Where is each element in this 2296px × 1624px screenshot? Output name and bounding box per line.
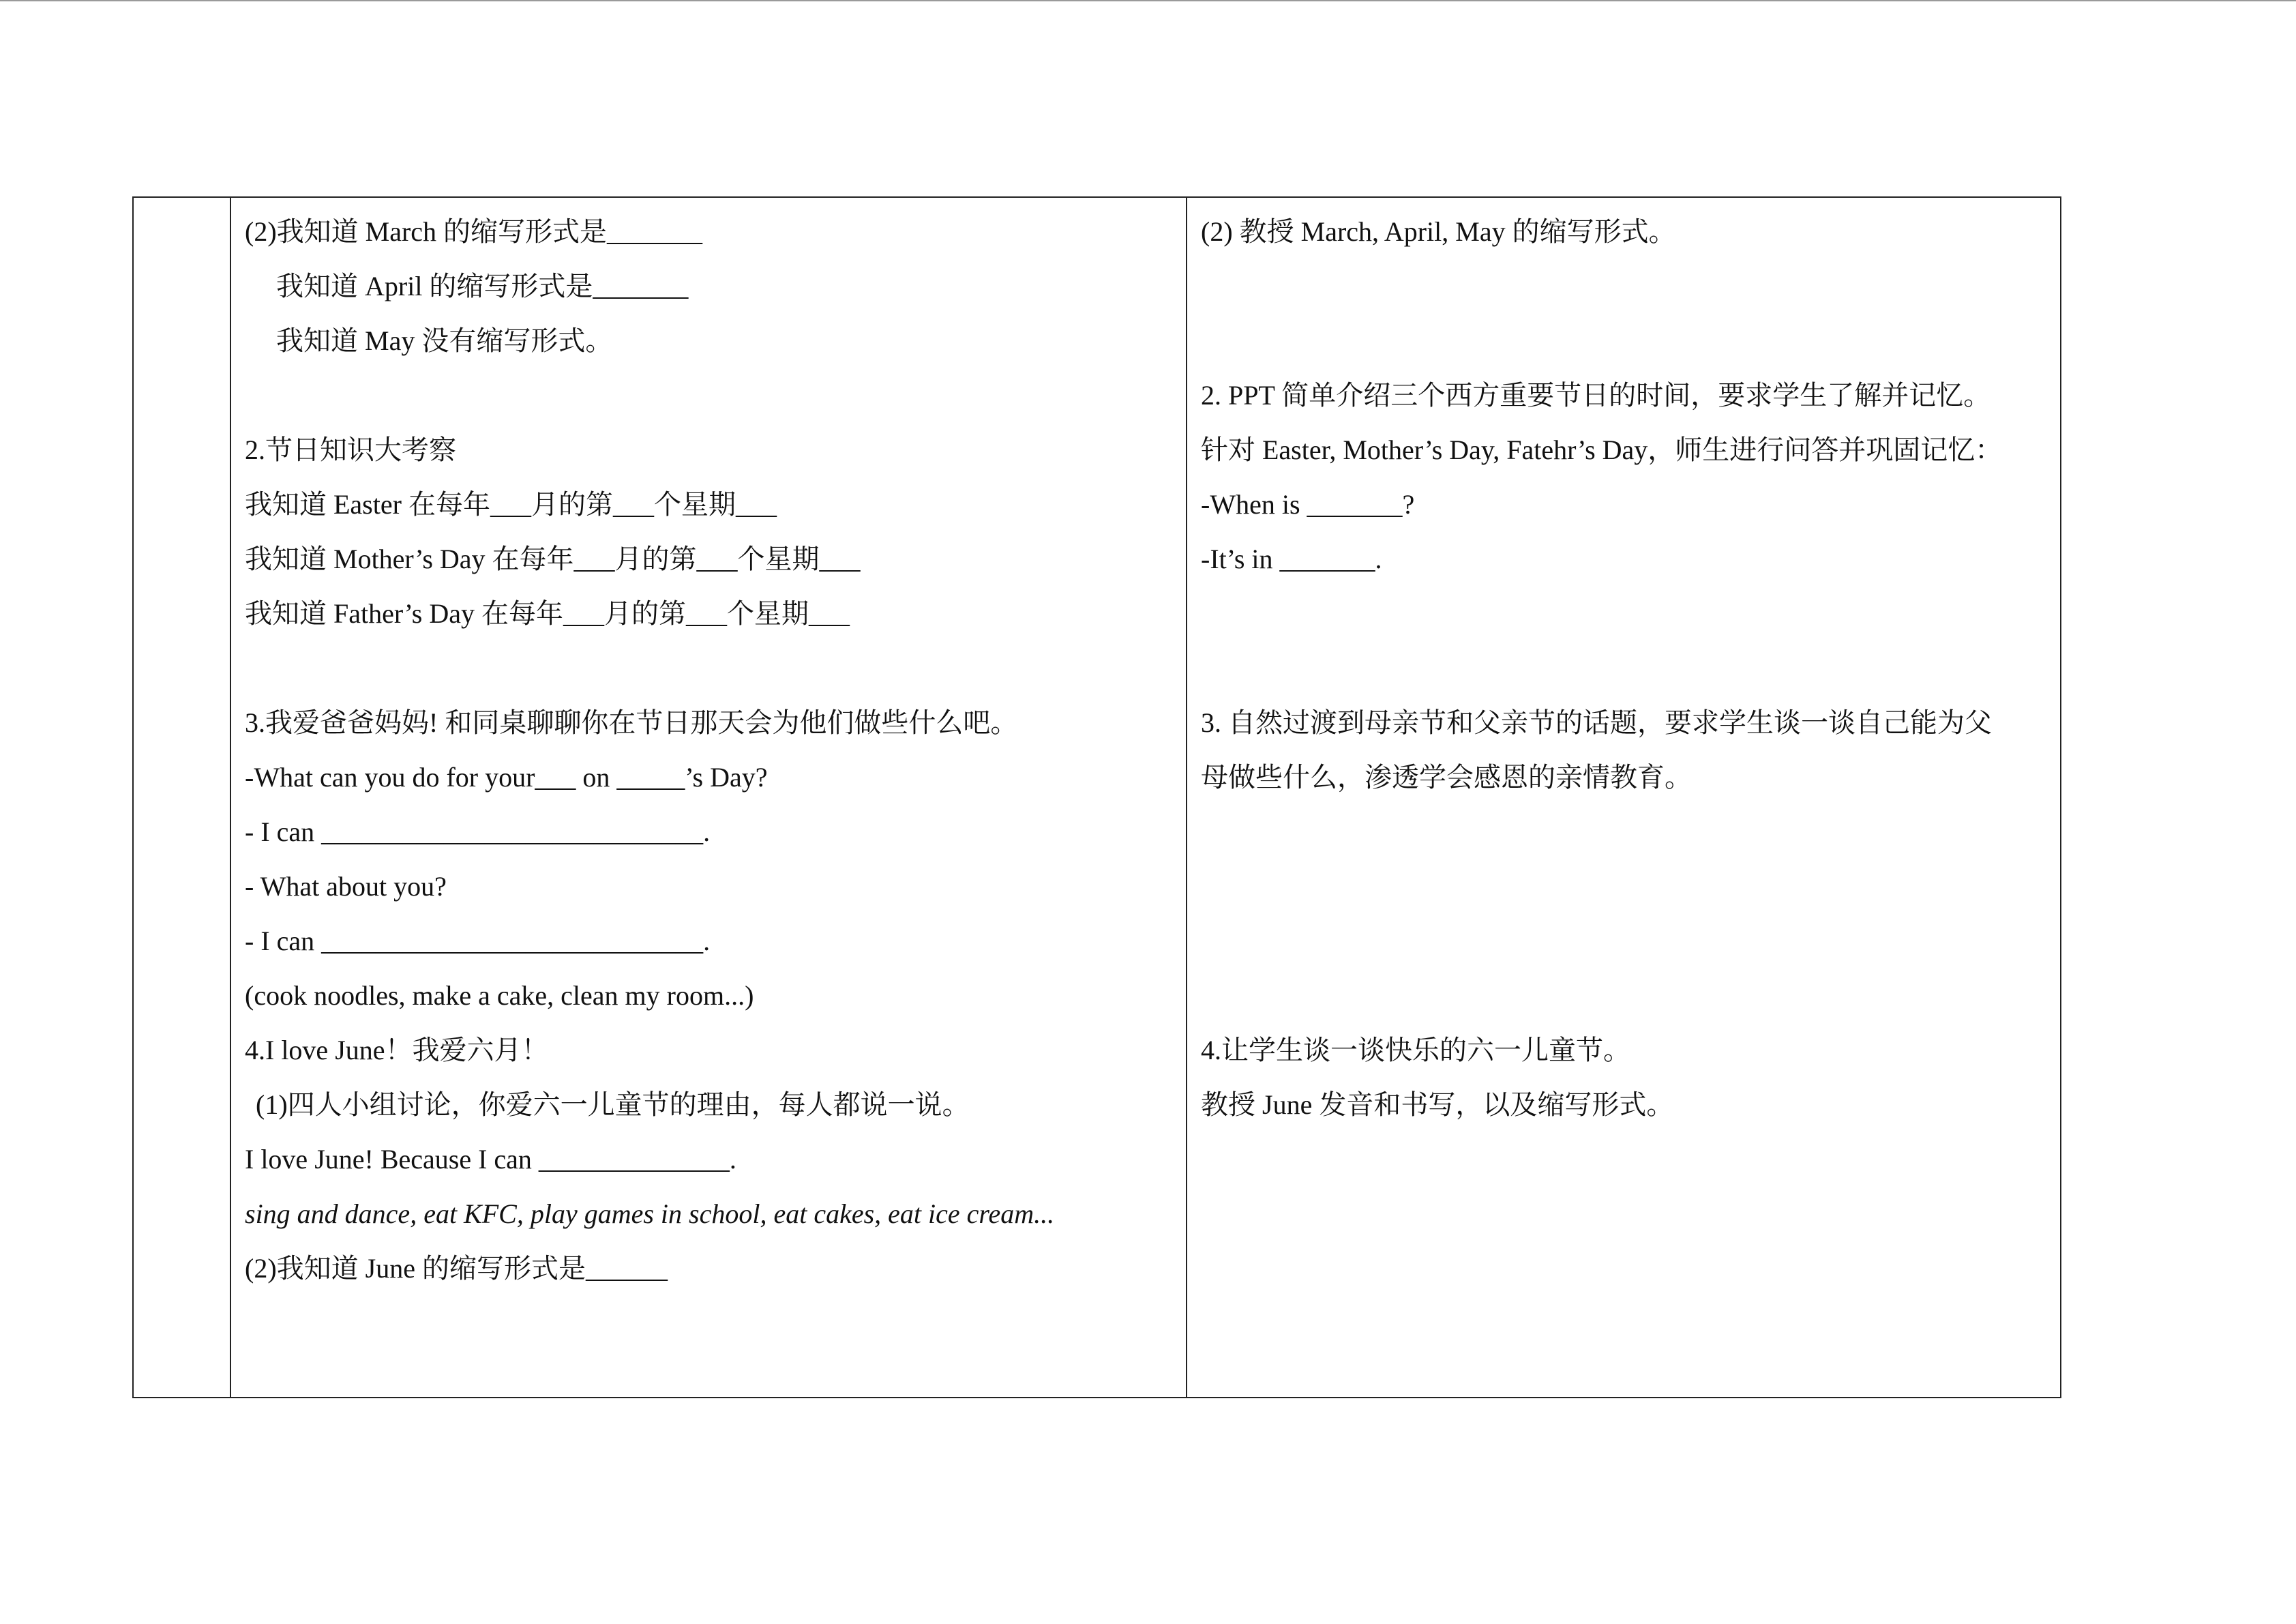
childrens-day-talk-line: 4.让学生谈一谈快乐的六一儿童节。 xyxy=(1201,1035,1630,1065)
june-reason-line: I love June! Because I can ______________. xyxy=(245,1144,736,1175)
june-hint-line: sing and dance, eat KFC, play games in school, eat cakes, eat ice cream... xyxy=(245,1198,1055,1229)
when-is-line: -When is _______? xyxy=(1201,489,1415,520)
dialogue-hint-line: (cook noodles, make a cake, clean my room...) xyxy=(245,980,754,1011)
dialogue-answer-line-1: - I can ____________________________. xyxy=(245,816,711,847)
qa-practice-line: 针对 Easter, Mother’s Day, Fatehr’s Day，师生进行问答并巩固记忆： xyxy=(1201,434,2003,465)
june-heading: 4.I love June！我爱六月！ xyxy=(245,1035,549,1065)
teach-abbreviations-line: (2) 教授 March, April, May 的缩写形式。 xyxy=(1201,216,1676,247)
mothers-day-line: 我知道 Mother’s Day 在每年___月的第___个星期___ xyxy=(245,544,861,574)
teacher-activity-cell xyxy=(1187,198,2060,1397)
dialogue-answer-line-2: - I can ____________________________. xyxy=(245,926,711,956)
dialogue-question-line: -What can you do for your___ on _____’s Day? xyxy=(245,762,768,793)
gratitude-topic-line-2: 母做些什么，渗透学会感恩的亲情教育。 xyxy=(1201,762,1692,793)
gratitude-topic-line-1: 3. 自然过渡到母亲节和父亲节的话题，要求学生谈一谈自己能为父 xyxy=(1201,707,1992,738)
page-top-rule xyxy=(0,0,2296,1)
group-discussion-line: (1)四人小组讨论，你爱六一儿童节的理由，每人都说一说。 xyxy=(256,1089,970,1120)
fathers-day-line: 我知道 Father’s Day 在每年___月的第___个星期___ xyxy=(245,598,850,629)
march-abbreviation-line: (2)我知道 March 的缩写形式是_______ xyxy=(245,216,703,247)
easter-line: 我知道 Easter 在每年___月的第___个星期___ xyxy=(245,489,777,520)
may-abbreviation-line: 我知道 May 没有缩写形式。 xyxy=(276,325,613,356)
dialogue-what-about-you: - What about you? xyxy=(245,871,447,902)
teach-june-line: 教授 June 发音和书写，以及缩写形式。 xyxy=(1201,1089,1674,1120)
student-activity-cell xyxy=(231,198,1186,1397)
ppt-festival-intro-line: 2. PPT 简单介绍三个西方重要节日的时间，要求学生了解并记忆。 xyxy=(1201,380,1991,411)
june-abbreviation-line: (2)我知道 June 的缩写形式是______ xyxy=(245,1253,668,1284)
parents-activity-heading: 3.我爱爸爸妈妈! 和同桌聊聊你在节日那天会为他们做些什么吧。 xyxy=(245,707,1018,738)
april-abbreviation-line: 我知道 April 的缩写形式是_______ xyxy=(276,271,689,301)
festival-quiz-heading: 2.节日知识大考察 xyxy=(245,434,456,465)
its-in-line: -It’s in _______. xyxy=(1201,544,1382,574)
lesson-plan-table xyxy=(132,196,2061,1398)
